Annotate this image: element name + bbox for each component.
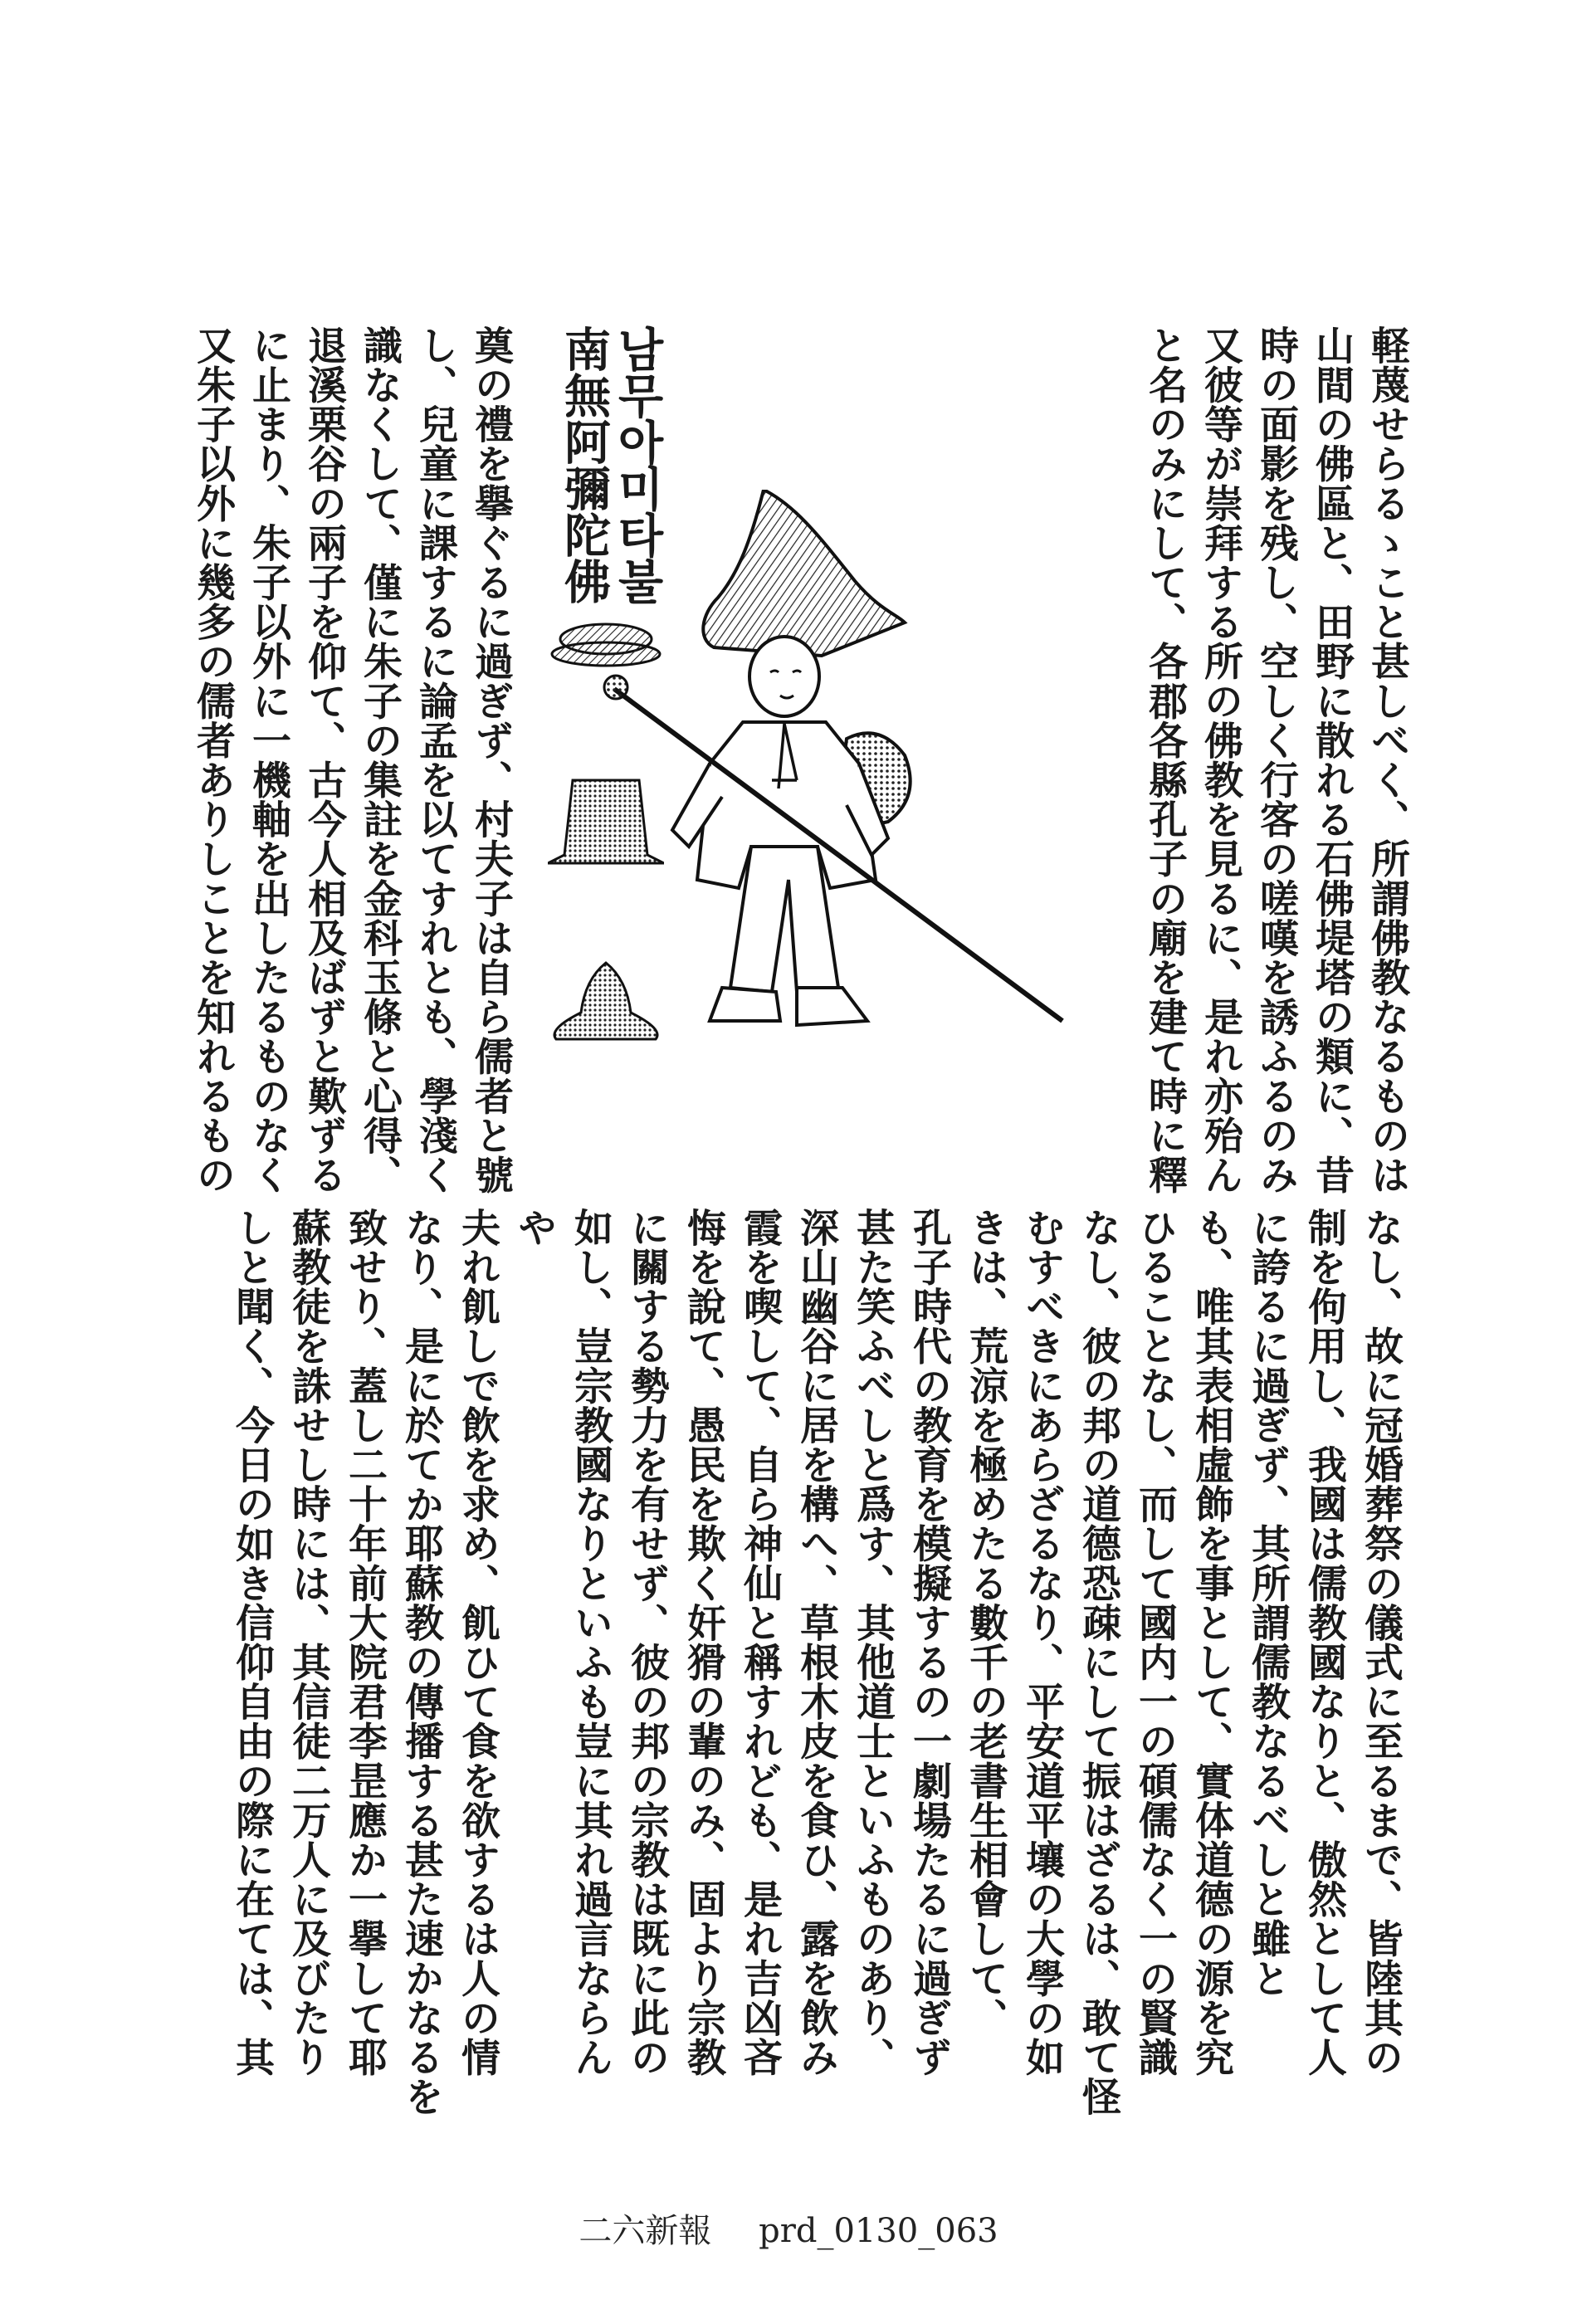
text-column: 軽蔑せらるゝこと甚しべく、所謂佛教なるものは bbox=[1365, 325, 1410, 1195]
text-column: 致せり、蓋し二十年前大院君李昰應か一擧して耶 bbox=[342, 1208, 388, 2077]
text-column: 霞を喫して、自ら神仙と稱すれども、是れ吉凶吝 bbox=[737, 1208, 783, 2077]
text-column: 如し、豈宗教國なりといふも豈に其れ過言ならん bbox=[568, 1208, 613, 2077]
text-column: 悔を說て、愚民を欺く奸猾の輩のみ、固より宗教 bbox=[681, 1208, 726, 2077]
text-column: 識なくして、僅に朱子の集註を金科玉條と心得、 bbox=[357, 325, 403, 1195]
publication-name: 二六新報 bbox=[579, 2212, 712, 2250]
text-column: 時の面影を残し、空しく行客の嗟嘆を誘ふるのみ bbox=[1253, 325, 1299, 1195]
text-column: 又彼等が崇拜する所の佛教を見るに、是れ亦殆ん bbox=[1198, 325, 1243, 1195]
text-column: 蘇教徒を誅せし時には、其信徒二万人に及びたり bbox=[286, 1208, 331, 2077]
text-column: なし、故に冠婚葬祭の儀式に至るまで、皆陸其の bbox=[1358, 1208, 1404, 2077]
text-column: きは、荒涼を極めたる數千の老書生相會して、 bbox=[963, 1208, 1008, 2038]
text-column: に關する勢力を有せず、彼の邦の宗教は既に此の bbox=[624, 1208, 670, 2077]
text-column: 山間の佛區と、田野に散れる石佛堤塔の類に、昔 bbox=[1309, 325, 1355, 1195]
item-illustrations bbox=[548, 614, 664, 1145]
text-column: も、唯其表相虛飾を事として、實体道德の源を究 bbox=[1189, 1208, 1234, 2077]
text-column: 又朱子以外に幾多の儒者ありしことを知れるもの bbox=[190, 325, 236, 1195]
text-column: 甚た笑ふべしと爲す、其他道士といふものあり、 bbox=[850, 1208, 896, 2077]
page-footer bbox=[0, 2204, 1577, 2252]
text-column: なし、彼の邦の道德恐疎にして振はざるは、敢て怪 bbox=[1076, 1208, 1121, 2116]
text-column: と名のみにして、各郡各縣孔子の廟を建て時に釋 bbox=[1142, 325, 1188, 1195]
text-column: しと聞く、今日の如き信仰自由の際に在ては、其 bbox=[229, 1208, 275, 2077]
text-column: 孔子時代の教育を模擬するの一劇場たるに過ぎず bbox=[906, 1208, 952, 2077]
caption-korean: 남무아미타불 bbox=[610, 325, 665, 604]
caption-kanji: 南無阿彌陀佛 bbox=[557, 325, 612, 604]
text-column: ひることなし、而して國内一の碩儒なく一の賢識 bbox=[1132, 1208, 1178, 2077]
text-column: 退溪栗谷の兩子を仰て、古今人相及ばずと歎ずる bbox=[301, 325, 347, 1195]
text-column: に止まり、朱子以外に一機軸を出したるものなく bbox=[246, 325, 291, 1195]
text-column: なり、是に於てか耶蘇教の傳播する甚た速かなるを bbox=[398, 1208, 444, 2116]
text-column: し、兒童に課するに論孟を以てすれとも、學淺く bbox=[413, 325, 458, 1195]
text-column: や bbox=[511, 1208, 557, 1247]
text-column: 奠の禮を擧ぐるに過ぎず、村夫子は自ら儒者と號 bbox=[468, 325, 514, 1195]
text-column: 制を佝用し、我國は儒教國なりと、傲然として人 bbox=[1301, 1208, 1347, 2077]
text-column: に誇るに過ぎず、其所謂儒教なるべしと雖と bbox=[1245, 1208, 1291, 1998]
page-id: prd_0130_063 bbox=[759, 2212, 998, 2250]
text-column: 夫れ飢しで飲を求め、飢ひて食を欲するは人の情 bbox=[455, 1208, 500, 2077]
text-column: 深山幽谷に居を構へ、草根木皮を食ひ、露を飲み bbox=[793, 1208, 839, 2077]
text-column: むすべきにあらざるなり、平安道平壤の大學の如 bbox=[1019, 1208, 1065, 2077]
